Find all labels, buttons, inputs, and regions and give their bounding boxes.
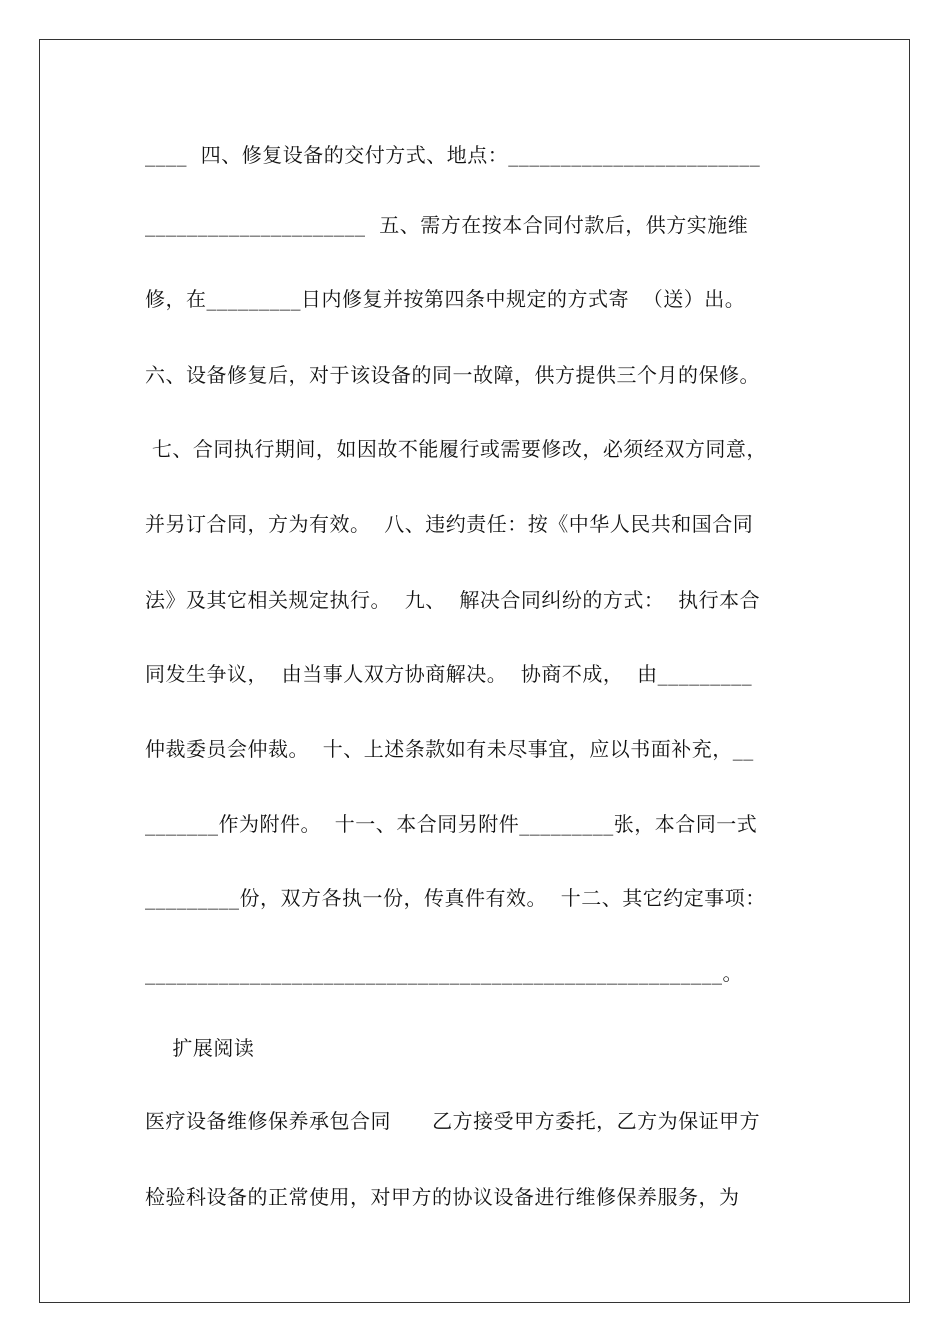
text-line-10: _______作为附件。 十一、本合同另附件_________张，本合同一式 (145, 812, 758, 836)
text-line-1: ____ 四、修复设备的交付方式、地点：________________________ (145, 143, 761, 167)
text-line-4: 六、设备修复后，对于该设备的同一故障，供方提供三个月的保修。 (145, 363, 760, 387)
section-heading: 扩展阅读 (145, 1036, 255, 1060)
text-line-3: 修，在_________日内修复并按第四条中规定的方式寄 （送）出。 (145, 287, 746, 311)
text-line-13: 医疗设备维修保养承包合同 乙方接受甲方委托，乙方为保证甲方 (145, 1109, 761, 1133)
text-line-8: 同发生争议， 由当事人双方协商解决。 协商不成， 由_________ (145, 662, 753, 686)
text-line-2: _____________________ 五、需方在按本合同付款后，供方实施维 (145, 213, 749, 237)
text-line-6: 并另订合同，方为有效。 八、违约责任：按《中华人民共和国合同 (145, 512, 754, 536)
text-line-11: _________份，双方各执一份，传真件有效。 十二、其它约定事项： (145, 886, 766, 910)
text-line-9: 仲裁委员会仲裁。 十、上述条款如有未尽事宜，应以书面补充，__ (145, 737, 754, 761)
text-line-7: 法》及其它相关规定执行。 九、 解决合同纠纷的方式： 执行本合 (145, 588, 761, 612)
text-line-14: 检验科设备的正常使用，对甲方的协议设备进行维修保养服务，为 (145, 1185, 740, 1209)
text-line-12: _______________________________________________________。 (145, 961, 743, 985)
text-line-5: 七、合同执行期间，如因故不能履行或需要修改，必须经双方同意， (145, 437, 767, 461)
